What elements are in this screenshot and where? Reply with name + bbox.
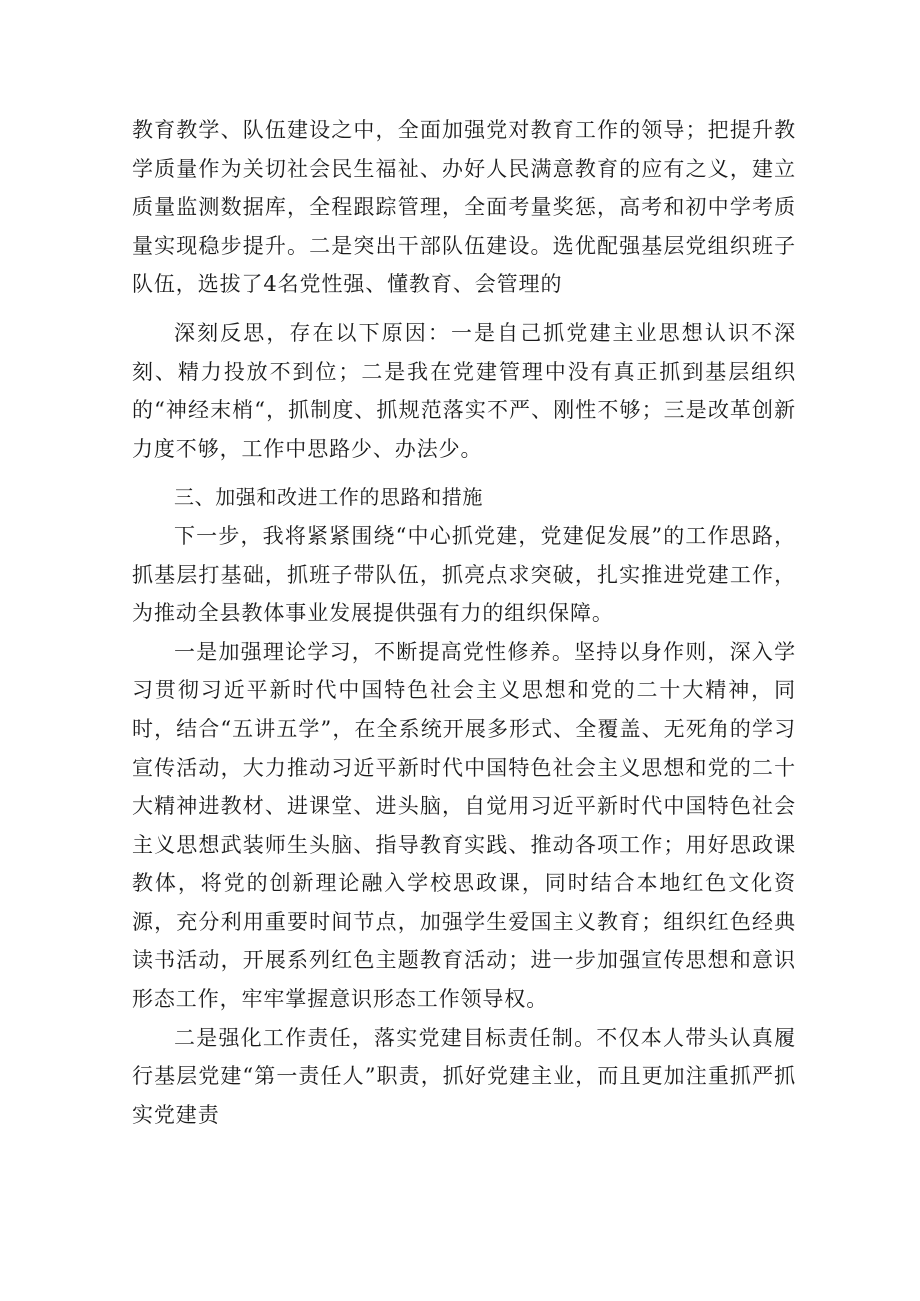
paragraph-gap — [132, 304, 796, 314]
section-heading: 三、加强和改进工作的思路和措施 — [174, 485, 483, 510]
paragraph-next-step: 下一步，我将紧紧围绕“中心抓党建，党建促发展”的工作思路，抓基层打基础，抓班子带队伍，抓亮点求突破，扎实推进党建工作，为推动全县教体事业发展提供强有力的组织保障。 — [132, 523, 796, 626]
document-body — [132, 111, 796, 1134]
paragraph-gap — [132, 468, 796, 478]
paragraph-continued: 教育教学、队伍建设之中，全面加强党对教育工作的领导；把提升教学质量作为关切社会民生福祉、办好人民满意教育的应有之义，建立质量监测数据库，全程跟踪管理，全面考量奖惩，高考和初中学考质量实现稳步提升。二是突出干部队伍建设。选优配强基层党组织班子队伍，选拔了4名党性强、懂教育、会管理的 — [132, 118, 796, 297]
paragraph-reflection: 深刻反思，存在以下原因：一是自己抓党建主业思想认识不深刻、精力投放不到位；二是我在党建管理中没有真正抓到基层组织的“神经末梢“，抓制度、抓规范落实不严、刚性不够；三是改革创新力度不够，工作中思路少、办法少。 — [132, 320, 796, 461]
paragraph-theory-study: 一是加强理论学习，不断提高党性修养。坚持以身作则，深入学习贯彻习近平新时代中国特色社会主义思想和党的二十大精神，同时，结合“五讲五学”，在全系统开展多形式、全覆盖、无死角的学习宣传活动，大力推动习近平新时代中国特色社会主义思想和党的二十大精神进教材、进课堂、进头脑，自觉用习近平新时代中国特色社会主义思想武装师生头脑、指导教育实践、推动各项工作；用好思政课教体，将党的创新理论融入学校思政课，同时结合本地红色文化资源，充分利用重要时间节点，加强学生爱国主义教育；组织红色经典读书活动，开展系列红色主题教育活动；进一步加强宣传思想和意识形态工作，牢牢掌握意识形态工作领导权。 — [132, 639, 796, 1012]
paragraph-responsibility: 二是强化工作责任，落实党建目标责任制。不仅本人带头认真履行基层党建“第一责任人”职责，抓好党建主业，而且更加注重抓严抓实党建责 — [132, 1025, 796, 1127]
